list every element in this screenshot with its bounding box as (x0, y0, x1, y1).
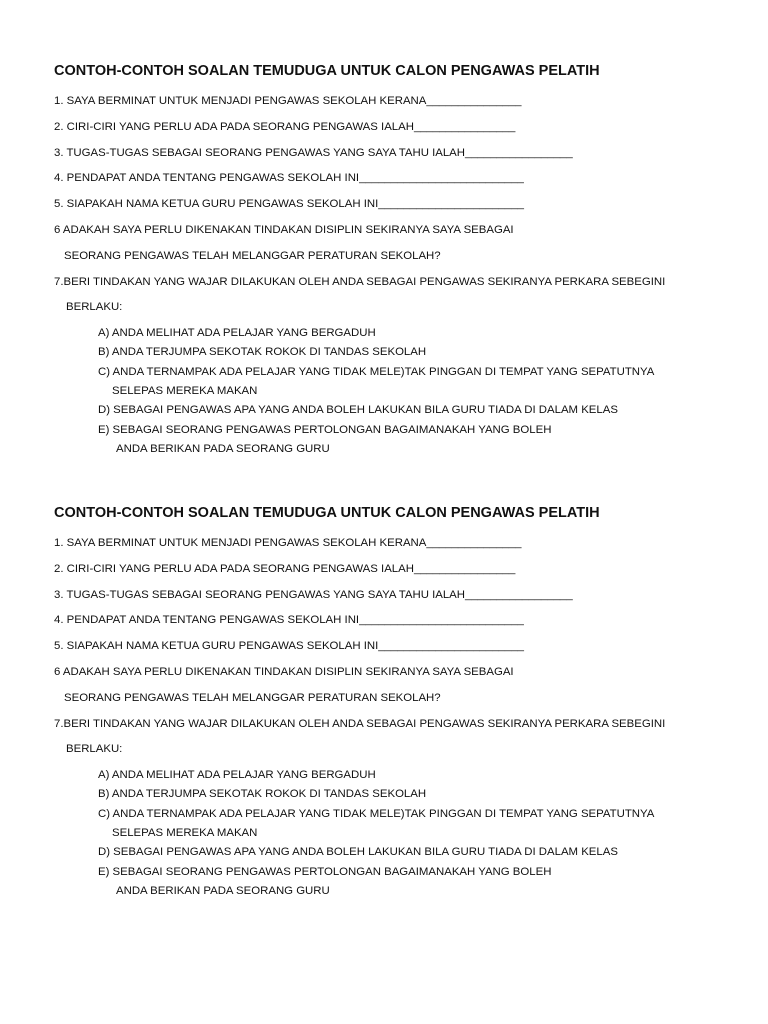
question-5: 5. SIAPAKAH NAMA KETUA GURU PENGAWAS SEKOLAH INI_______________________ (54, 198, 524, 211)
question-6-line-2: SEORANG PENGAWAS TELAH MELANGGAR PERATURAN SEKOLAH? (64, 691, 441, 704)
sub-item-e-line-2: ANDA BERIKAN PADA SEORANG GURU (116, 442, 330, 455)
sub-item-d: D) SEBAGAI PENGAWAS APA YANG ANDA BOLEH LAKUKAN BILA GURU TIADA DI DALAM KELAS (98, 404, 618, 417)
sub-item-c-line-2: SELEPAS MEREKA MAKAN (112, 827, 258, 840)
sub-item-e-line-1: E) SEBAGAI SEORANG PENGAWAS PERTOLONGAN BAGAIMANAKAH YANG BOLEH (98, 423, 552, 436)
question-6-line-1: 6 ADAKAH SAYA PERLU DIKENAKAN TINDAKAN DISIPLIN SEKIRANYA SAYA SEBAGAI (54, 223, 514, 236)
sub-item-e-line-1: E) SEBAGAI SEORANG PENGAWAS PERTOLONGAN BAGAIMANAKAH YANG BOLEH (98, 865, 552, 878)
question-7-line-1: 7.BERI TINDAKAN YANG WAJAR DILAKUKAN OLEH ANDA SEBAGAI PENGAWAS SEKIRANYA PERKARA SEBEGINI (54, 717, 666, 730)
sub-item-c-line-1: C) ANDA TERNAMPAK ADA PELAJAR YANG TIDAK MELE)TAK PINGGAN DI TEMPAT YANG SEPATUTNYA (98, 365, 655, 378)
question-4: 4. PENDAPAT ANDA TENTANG PENGAWAS SEKOLAH INI__________________________ (54, 614, 524, 627)
sheet-title: CONTOH-CONTOH SOALAN TEMUDUGA UNTUK CALON PENGAWAS PELATIH (54, 505, 600, 521)
question-2: 2. CIRI-CIRI YANG PERLU ADA PADA SEORANG PENGAWAS IALAH________________ (54, 120, 516, 133)
question-7-line-2: BERLAKU: (66, 301, 123, 314)
question-3: 3. TUGAS-TUGAS SEBAGAI SEORANG PENGAWAS YANG SAYA TAHU IALAH_________________ (54, 146, 573, 159)
sub-item-b: B) ANDA TERJUMPA SEKOTAK ROKOK DI TANDAS SEKOLAH (98, 788, 427, 801)
question-3: 3. TUGAS-TUGAS SEBAGAI SEORANG PENGAWAS YANG SAYA TAHU IALAH_________________ (54, 588, 573, 601)
question-4: 4. PENDAPAT ANDA TENTANG PENGAWAS SEKOLAH INI__________________________ (54, 172, 524, 185)
sub-item-b: B) ANDA TERJUMPA SEKOTAK ROKOK DI TANDAS SEKOLAH (98, 346, 427, 359)
question-1: 1. SAYA BERMINAT UNTUK MENJADI PENGAWAS SEKOLAH KERANA_______________ (54, 95, 522, 107)
question-7-line-1: 7.BERI TINDAKAN YANG WAJAR DILAKUKAN OLEH ANDA SEBAGAI PENGAWAS SEKIRANYA PERKARA SEBEGINI (54, 275, 666, 288)
question-6-line-2: SEORANG PENGAWAS TELAH MELANGGAR PERATURAN SEKOLAH? (64, 249, 441, 262)
question-7-line-2: BERLAKU: (66, 743, 123, 756)
question-sheet-2 (54, 504, 754, 903)
sub-item-c-line-1: C) ANDA TERNAMPAK ADA PELAJAR YANG TIDAK MELE)TAK PINGGAN DI TEMPAT YANG SEPATUTNYA (98, 807, 655, 820)
sub-item-a: A) ANDA MELIHAT ADA PELAJAR YANG BERGADUH (98, 769, 376, 782)
sub-item-c-line-2: SELEPAS MEREKA MAKAN (112, 385, 258, 398)
question-sheet-1 (54, 62, 754, 461)
sheet-title: CONTOH-CONTOH SOALAN TEMUDUGA UNTUK CALON PENGAWAS PELATIH (54, 63, 600, 79)
sub-item-e-line-2: ANDA BERIKAN PADA SEORANG GURU (116, 884, 330, 897)
question-2: 2. CIRI-CIRI YANG PERLU ADA PADA SEORANG PENGAWAS IALAH________________ (54, 562, 516, 575)
sub-item-d: D) SEBAGAI PENGAWAS APA YANG ANDA BOLEH LAKUKAN BILA GURU TIADA DI DALAM KELAS (98, 846, 618, 859)
question-6-line-1: 6 ADAKAH SAYA PERLU DIKENAKAN TINDAKAN DISIPLIN SEKIRANYA SAYA SEBAGAI (54, 665, 514, 678)
sub-item-a: A) ANDA MELIHAT ADA PELAJAR YANG BERGADUH (98, 327, 376, 340)
question-1: 1. SAYA BERMINAT UNTUK MENJADI PENGAWAS SEKOLAH KERANA_______________ (54, 537, 522, 549)
question-5: 5. SIAPAKAH NAMA KETUA GURU PENGAWAS SEKOLAH INI_______________________ (54, 640, 524, 653)
